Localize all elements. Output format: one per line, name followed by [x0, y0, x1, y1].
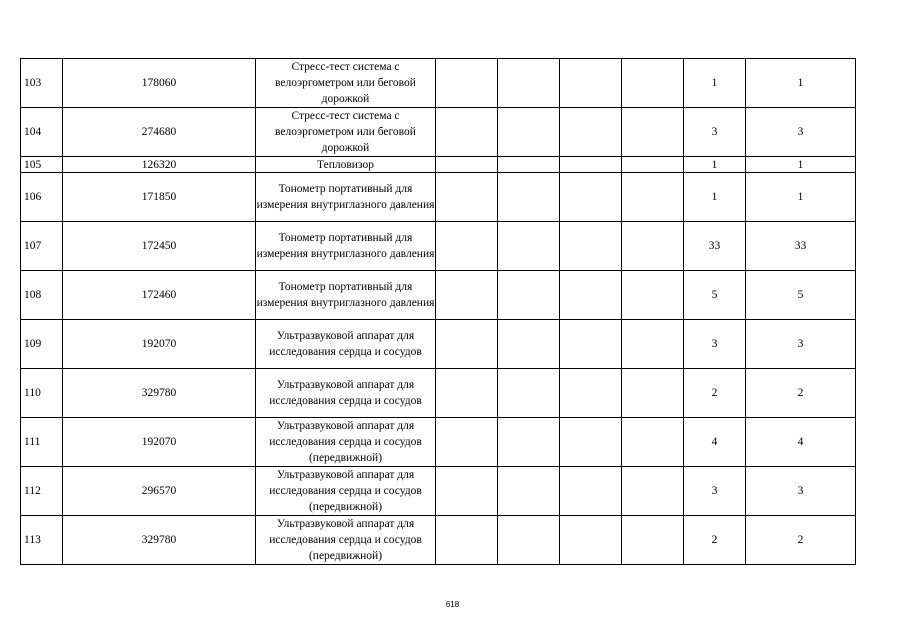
- total-quantity-cell: 1: [746, 59, 856, 108]
- equipment-name-cell: Ультразвуковой аппарат для исследования сердца и сосудов (передвижной): [256, 467, 436, 516]
- empty-cell: [498, 271, 560, 320]
- table-row: [21, 467, 856, 516]
- empty-cell: [436, 369, 498, 418]
- row-number-cell: 111: [21, 418, 63, 467]
- table-row: [21, 59, 856, 108]
- code-cell: 329780: [63, 516, 256, 565]
- equipment-name-cell: Ультразвуковой аппарат для исследования сердца и сосудов: [256, 320, 436, 369]
- equipment-name-cell: Тепловизор: [256, 157, 436, 173]
- empty-cell: [498, 516, 560, 565]
- row-number-cell: 103: [21, 59, 63, 108]
- empty-cell: [436, 467, 498, 516]
- quantity-cell: 1: [684, 157, 746, 173]
- equipment-name-cell: Ультразвуковой аппарат для исследования сердца и сосудов (передвижной): [256, 418, 436, 467]
- empty-cell: [560, 271, 622, 320]
- equipment-name-cell: Ультразвуковой аппарат для исследования сердца и сосудов: [256, 369, 436, 418]
- empty-cell: [622, 320, 684, 369]
- quantity-cell: 1: [684, 173, 746, 222]
- table-row: [21, 157, 856, 173]
- empty-cell: [436, 271, 498, 320]
- empty-cell: [436, 222, 498, 271]
- empty-cell: [560, 369, 622, 418]
- total-quantity-cell: 4: [746, 418, 856, 467]
- empty-cell: [498, 418, 560, 467]
- total-quantity-cell: 5: [746, 271, 856, 320]
- equipment-name-cell: Тонометр портативный для измерения внутриглазного давления: [256, 173, 436, 222]
- code-cell: 329780: [63, 369, 256, 418]
- empty-cell: [560, 59, 622, 108]
- empty-cell: [622, 108, 684, 157]
- empty-cell: [622, 369, 684, 418]
- empty-cell: [560, 157, 622, 173]
- table-row: [21, 320, 856, 369]
- table-row: [21, 418, 856, 467]
- empty-cell: [498, 59, 560, 108]
- table-row: [21, 271, 856, 320]
- quantity-cell: 1: [684, 59, 746, 108]
- row-number-cell: 110: [21, 369, 63, 418]
- equipment-name-cell: Тонометр портативный для измерения внутриглазного давления: [256, 222, 436, 271]
- empty-cell: [436, 418, 498, 467]
- total-quantity-cell: 3: [746, 108, 856, 157]
- empty-cell: [560, 173, 622, 222]
- total-quantity-cell: 2: [746, 516, 856, 565]
- table-body: [21, 59, 856, 565]
- page-number: 618: [445, 600, 460, 609]
- empty-cell: [622, 222, 684, 271]
- empty-cell: [436, 108, 498, 157]
- row-number-cell: 105: [21, 157, 63, 173]
- empty-cell: [560, 467, 622, 516]
- table-row: [21, 516, 856, 565]
- empty-cell: [560, 108, 622, 157]
- total-quantity-cell: 2: [746, 369, 856, 418]
- quantity-cell: 4: [684, 418, 746, 467]
- quantity-cell: 2: [684, 516, 746, 565]
- row-number-cell: 109: [21, 320, 63, 369]
- empty-cell: [622, 157, 684, 173]
- total-quantity-cell: 3: [746, 320, 856, 369]
- empty-cell: [498, 222, 560, 271]
- quantity-cell: 3: [684, 108, 746, 157]
- code-cell: 178060: [63, 59, 256, 108]
- empty-cell: [622, 418, 684, 467]
- empty-cell: [622, 516, 684, 565]
- row-number-cell: 106: [21, 173, 63, 222]
- empty-cell: [560, 222, 622, 271]
- quantity-cell: 3: [684, 320, 746, 369]
- empty-cell: [436, 516, 498, 565]
- empty-cell: [498, 320, 560, 369]
- equipment-name-cell: Стресс-тест система с велоэргометром или беговой дорожкой: [256, 59, 436, 108]
- quantity-cell: 33: [684, 222, 746, 271]
- total-quantity-cell: 1: [746, 157, 856, 173]
- table-row: [21, 108, 856, 157]
- empty-cell: [436, 320, 498, 369]
- empty-cell: [498, 108, 560, 157]
- equipment-name-cell: Тонометр портативный для измерения внутриглазного давления: [256, 271, 436, 320]
- empty-cell: [622, 467, 684, 516]
- empty-cell: [622, 271, 684, 320]
- code-cell: 172460: [63, 271, 256, 320]
- equipment-table: [20, 58, 856, 565]
- code-cell: 296570: [63, 467, 256, 516]
- code-cell: 171850: [63, 173, 256, 222]
- empty-cell: [498, 173, 560, 222]
- code-cell: 172450: [63, 222, 256, 271]
- empty-cell: [498, 467, 560, 516]
- equipment-name-cell: Ультразвуковой аппарат для исследования сердца и сосудов (передвижной): [256, 516, 436, 565]
- row-number-cell: 113: [21, 516, 63, 565]
- row-number-cell: 107: [21, 222, 63, 271]
- total-quantity-cell: 33: [746, 222, 856, 271]
- code-cell: 192070: [63, 320, 256, 369]
- empty-cell: [498, 369, 560, 418]
- empty-cell: [560, 516, 622, 565]
- code-cell: 126320: [63, 157, 256, 173]
- empty-cell: [436, 173, 498, 222]
- empty-cell: [498, 157, 560, 173]
- row-number-cell: 112: [21, 467, 63, 516]
- empty-cell: [560, 320, 622, 369]
- empty-cell: [622, 59, 684, 108]
- quantity-cell: 2: [684, 369, 746, 418]
- table-row: [21, 222, 856, 271]
- empty-cell: [622, 173, 684, 222]
- row-number-cell: 108: [21, 271, 63, 320]
- code-cell: 192070: [63, 418, 256, 467]
- table-row: [21, 173, 856, 222]
- empty-cell: [436, 59, 498, 108]
- total-quantity-cell: 1: [746, 173, 856, 222]
- row-number-cell: 104: [21, 108, 63, 157]
- empty-cell: [560, 418, 622, 467]
- total-quantity-cell: 3: [746, 467, 856, 516]
- equipment-name-cell: Стресс-тест система с велоэргометром или беговой дорожкой: [256, 108, 436, 157]
- empty-cell: [436, 157, 498, 173]
- quantity-cell: 5: [684, 271, 746, 320]
- quantity-cell: 3: [684, 467, 746, 516]
- code-cell: 274680: [63, 108, 256, 157]
- table-row: [21, 369, 856, 418]
